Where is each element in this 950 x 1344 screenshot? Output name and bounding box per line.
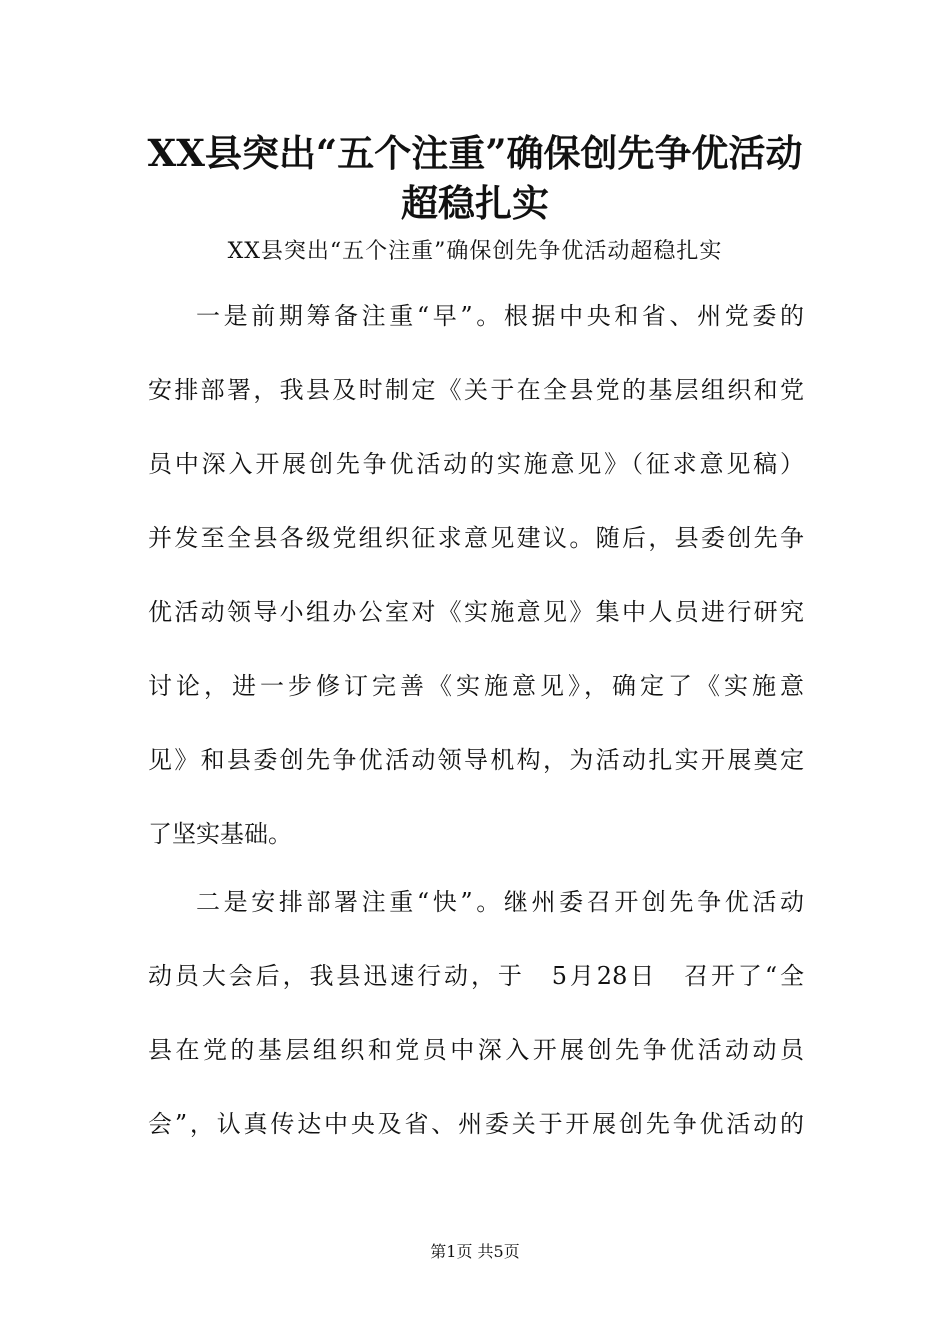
- paragraph-1-line: 见》和县委创先争优活动领导机构，为活动扎实开展奠定: [148, 746, 804, 774]
- document-title-line-2: 超稳扎实: [401, 181, 549, 225]
- paragraph-1-line: 了坚实基础。: [148, 820, 292, 848]
- paragraph-1-line: 一是前期筹备注重“早”。根据中央和省、州党委的: [196, 302, 804, 330]
- paragraph-1-line: 讨论，进一步修订完善《实施意见》，确定了《实施意: [148, 672, 804, 700]
- document-subtitle: XX县突出“五个注重”确保创先争优活动超稳扎实: [227, 239, 723, 264]
- paragraph-2-line: 二是安排部署注重“快”。继州委召开创先争优活动: [196, 888, 804, 916]
- paragraph-2-line: 动员大会后，我县迅速行动，于 5月28日 召开了“全: [148, 962, 804, 990]
- page-number-footer: 第1页 共5页: [430, 1242, 520, 1261]
- paragraph-1-line: 并发至全县各级党组织征求意见建议。随后，县委创先争: [148, 524, 804, 552]
- paragraph-2-line: 县在党的基层组织和党员中深入开展创先争优活动动员: [148, 1036, 804, 1064]
- document-title-line-1: XX县突出“五个注重”确保创先争优活动: [147, 131, 803, 175]
- paragraph-1-line: 优活动领导小组办公室对《实施意见》集中人员进行研究: [148, 598, 804, 626]
- paragraph-1-line: 员中深入开展创先争优活动的实施意见》（征求意见稿）: [148, 450, 804, 478]
- paragraph-1-line: 安排部署，我县及时制定《关于在全县党的基层组织和党: [148, 376, 804, 404]
- paragraph-2-line: 会”，认真传达中央及省、州委关于开展创先争优活动的: [148, 1110, 804, 1138]
